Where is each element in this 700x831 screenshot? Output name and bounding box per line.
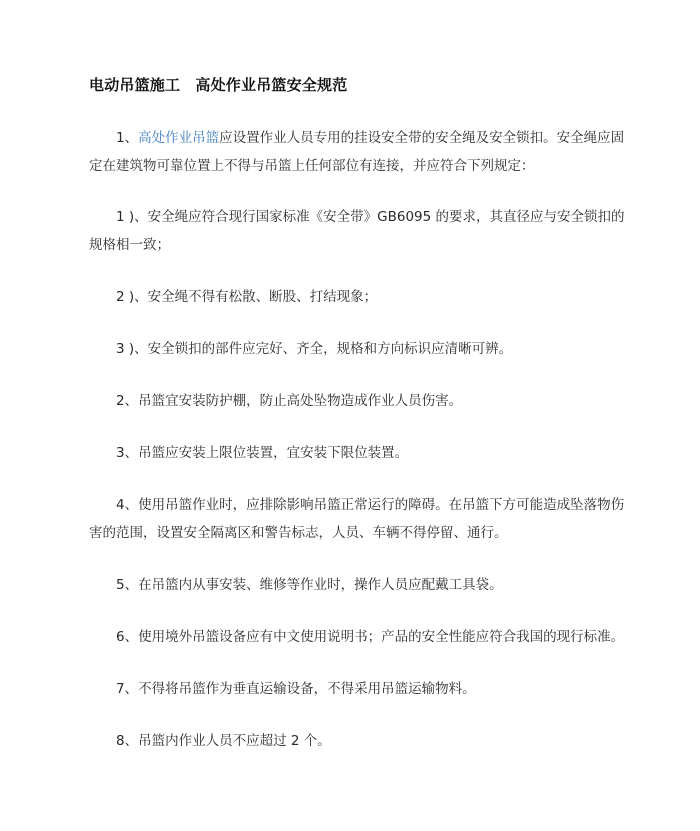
paragraph-1-2 [89,283,617,311]
paragraph-1-line-1 [89,124,625,152]
paragraph-1-1-text: 1 )、安全绳应符合现行国家标准《安全带》GB6095 的要求，其直径应与安全锁扣的 [116,209,625,225]
paragraph-5 [89,571,617,599]
paragraph-8-text: 8、吊篮内作业人员不应超过 2 个。 [116,733,331,749]
paragraph-6 [89,623,625,651]
paragraph-1-text: 应设置作业人员专用的挂设安全带的安全绳及安全锁扣。安全绳应固 [219,130,625,146]
hanging-basket-link[interactable]: 高处作业吊篮 [138,130,220,146]
paragraph-1-line-2: 定在建筑物可靠位置上不得与吊篮上任何部位有连接，并应符合下列规定： [89,158,535,174]
paragraph-1 [89,124,625,180]
paragraph-1-3-text: 3 )、安全锁扣的部件应完好、齐全，规格和方向标识应清晰可辨。 [116,341,513,357]
paragraph-1-1-line-2: 规格相一致； [89,237,170,253]
paragraph-3-text: 3、吊篮应安装上限位装置，宜安装下限位装置。 [116,445,409,461]
paragraph-2 [89,387,617,415]
paragraph-7 [89,675,617,703]
paragraph-4 [89,491,625,547]
paragraph-1-1-line-1 [89,203,625,231]
paragraph-3 [89,439,617,467]
paragraph-8 [89,727,617,755]
paragraph-2-text: 2、吊篮宜安装防护棚，防止高处坠物造成作业人员伤害。 [116,393,463,409]
paragraph-1-2-text: 2 )、安全绳不得有松散、断股、打结现象； [116,289,378,305]
paragraph-1-1 [89,203,625,259]
paragraph-5-text: 5、在吊篮内从事安装、维修等作业时，操作人员应配戴工具袋。 [116,577,503,593]
paragraph-4-line-1 [89,491,625,519]
paragraph-6-text: 6、使用境外吊篮设备应有中文使用说明书；产品的安全性能应符合我国的现行标准。 [116,629,625,645]
paragraph-7-text: 7、不得将吊篮作为垂直运输设备，不得采用吊篮运输物料。 [116,681,476,697]
page-title: 电动吊篮施工 高处作业吊篮安全规范 [89,76,348,94]
paragraph-4-line-2: 害的范围，设置安全隔离区和警告标志，人员、车辆不得停留、通行。 [89,525,508,541]
paragraph-1-prefix: 1、 [116,130,139,146]
paragraph-4-text: 4、使用吊篮作业时，应排除影响吊篮正常运行的障碍。在吊篮下方可能造成坠落物伤 [116,497,625,513]
paragraph-1-3 [89,335,617,363]
